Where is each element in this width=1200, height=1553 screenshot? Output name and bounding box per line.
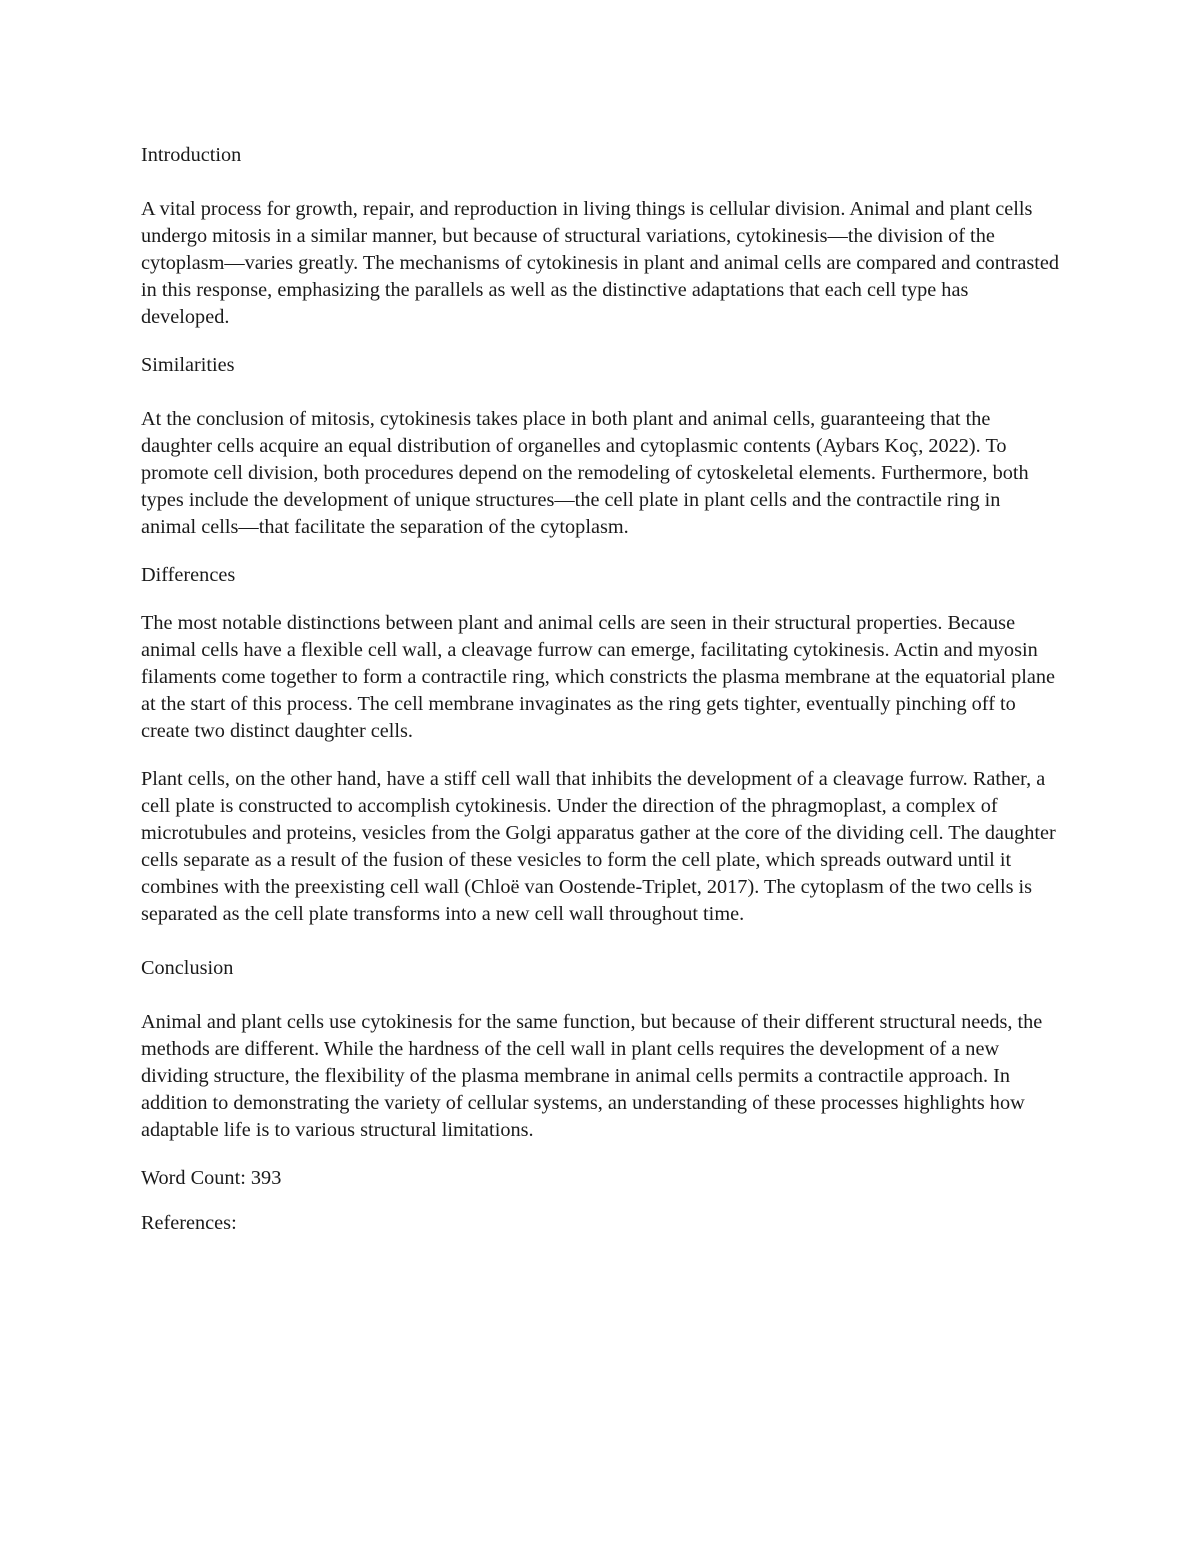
differences-paragraph-2: Plant cells, on the other hand, have a stiff cell wall that inhibits the development of a cleavage furrow. Rather, a cell plate is constructed to accomplish cytokinesis. Under the direction of the phragmoplast, a complex of microtubules and proteins, vesicles from the Golgi apparatus gather at the core of the dividing cell. The daughter cells separate as a result of the fusion of these vesicles to form the cell plate, which spreads outward until it combines with the preexisting cell wall (Chloë van Oostende-Triplet, 2017). The cytoplasm of the two cells is separated as the cell plate transforms into a new cell wall throughout time. [141,768,1056,925]
section-heading-differences: Differences [141,564,236,586]
word-count: Word Count: 393 [141,1167,282,1189]
conclusion-paragraph: Animal and plant cells use cytokinesis for the same function, but because of their different structural needs, the methods are different. While the hardness of the cell wall in plant cells requires the development of a new dividing structure, the flexibility of the plasma membrane in animal cells permits a contractile approach. In addition to demonstrating the variety of cellular systems, an understanding of these processes highlights how adaptable life is to various structural limitations. [141,1011,1043,1141]
similarities-paragraph: At the conclusion of mitosis, cytokinesis takes place in both plant and animal cells, guaranteeing that the daughter cells acquire an equal distribution of organelles and cytoplasmic contents (Aybars Koç, 2022). To promote cell division, both procedures depend on the remodeling of cytoskeletal elements. Furthermore, both types include the development of unique structures—the cell plate in plant cells and the contractile ring in animal cells—that facilitate the separation of the cytoplasm. [141,408,1029,538]
document-body [141,142,1059,1237]
section-heading-similarities: Similarities [141,354,235,376]
introduction-paragraph: A vital process for growth, repair, and reproduction in living things is cellular division. Animal and plant cells undergo mitosis in a similar manner, but because of structural variations, cytokinesis—the division of the cytoplasm—varies greatly. The mechanisms of cytokinesis in plant and animal cells are compared and contrasted in this response, emphasizing the parallels as well as the distinctive adaptations that each cell type has developed. [141,198,1059,328]
references-heading: References: [141,1212,237,1234]
section-heading-introduction: Introduction [141,144,242,166]
section-heading-conclusion: Conclusion [141,957,234,979]
differences-paragraph-1: The most notable distinctions between plant and animal cells are seen in their structural properties. Because animal cells have a flexible cell wall, a cleavage furrow can emerge, facilitating cytokinesis. Actin and myosin filaments come together to form a contractile ring, which constricts the plasma membrane at the equatorial plane at the start of this process. The cell membrane invaginates as the ring gets tighter, eventually pinching off to create two distinct daughter cells. [141,612,1056,742]
